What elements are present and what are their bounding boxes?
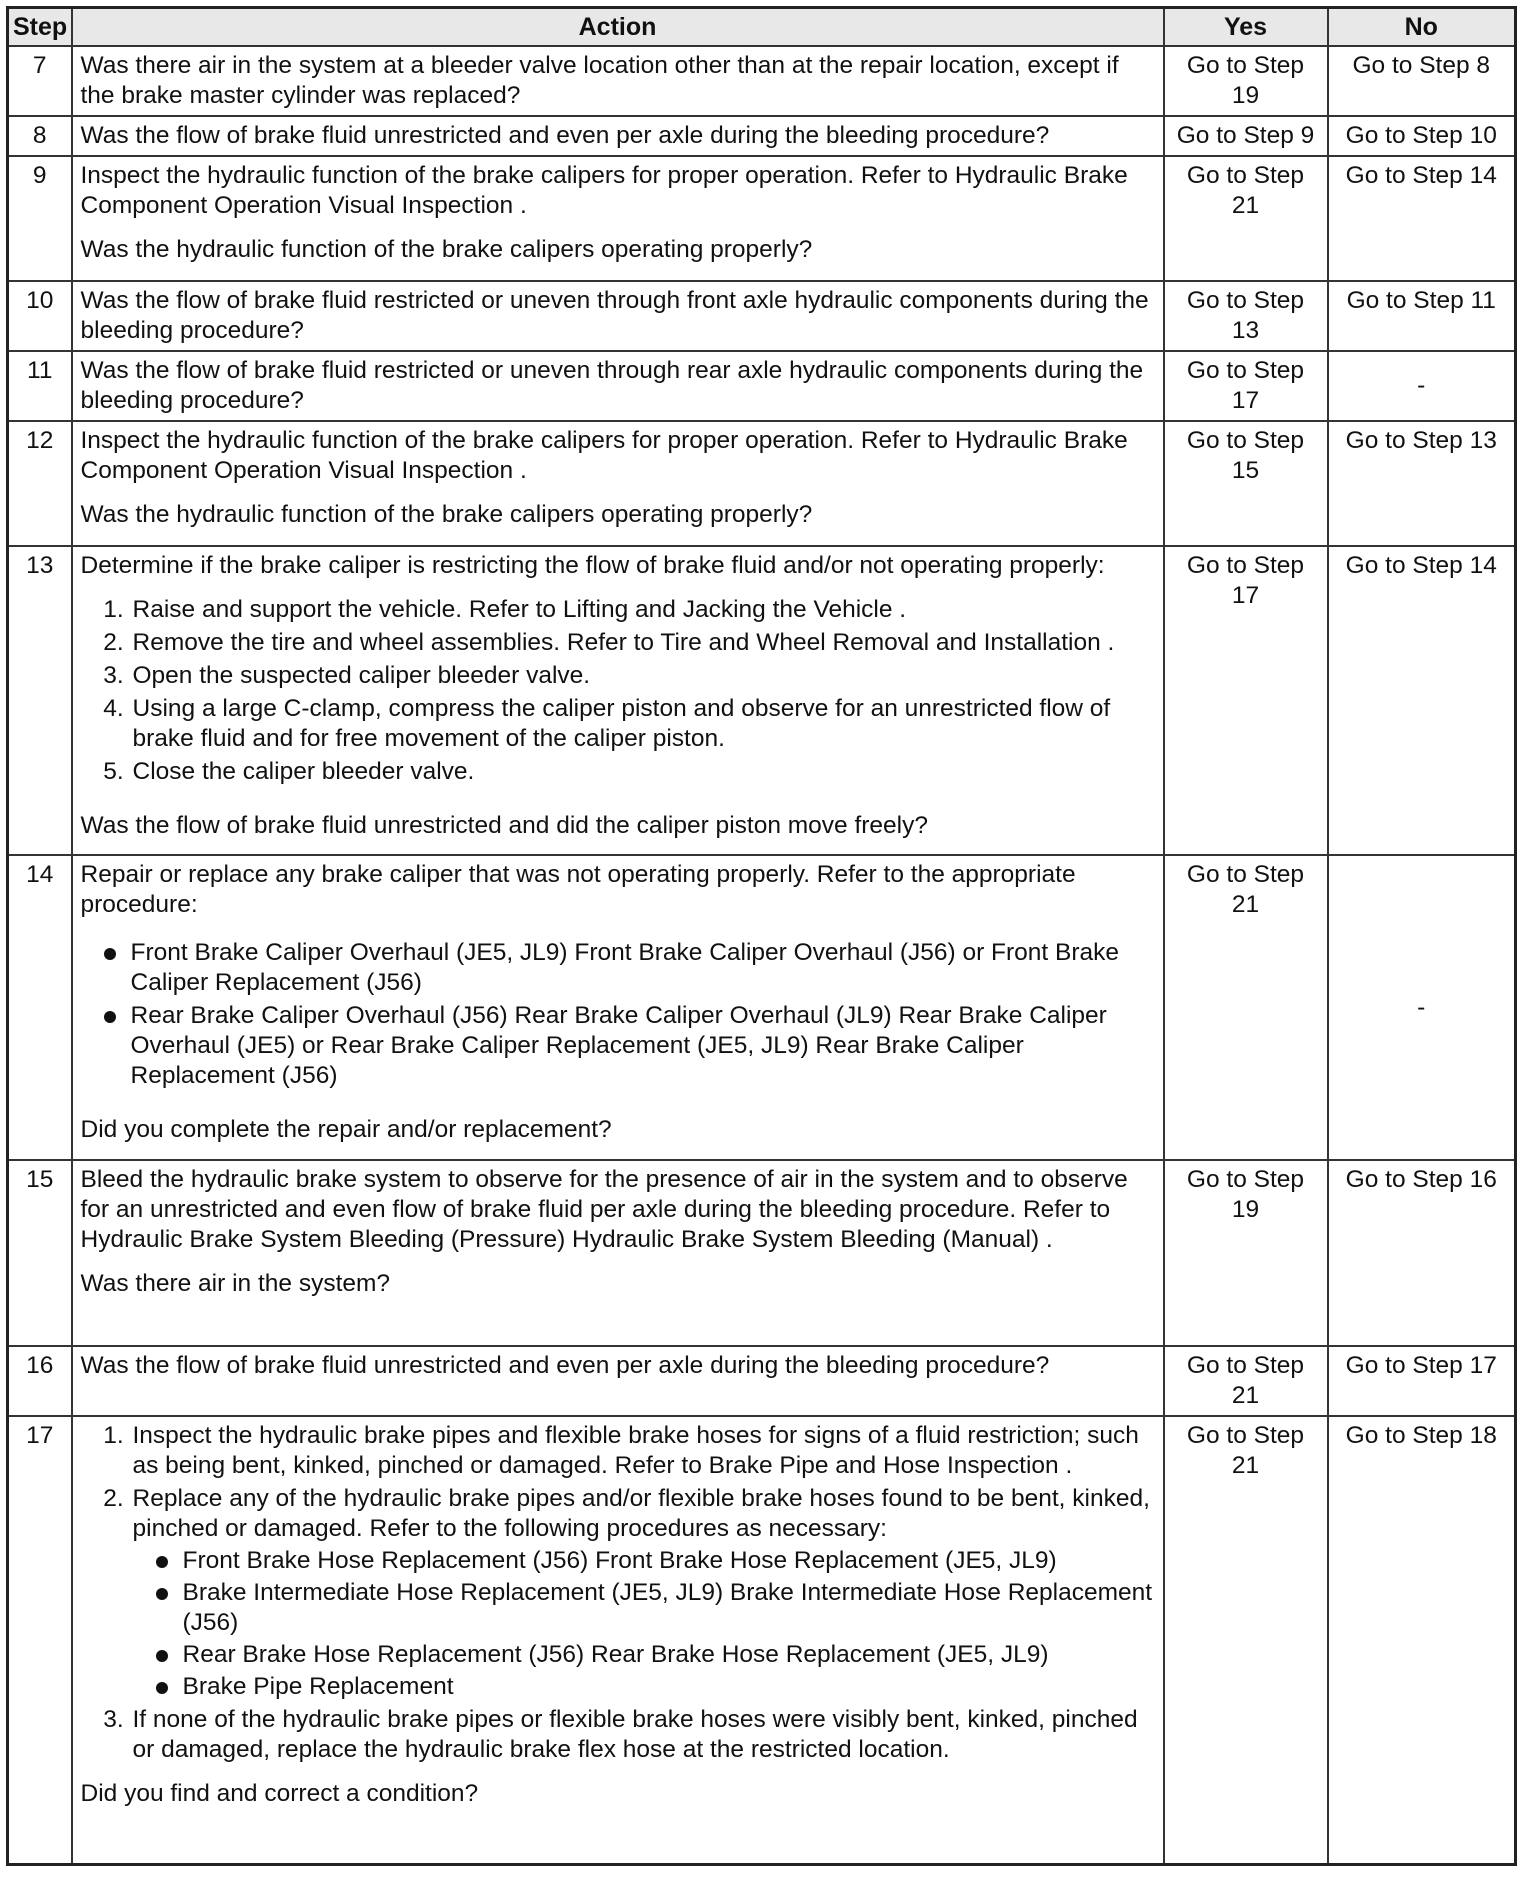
- yes-cell: Go to Step 13: [1164, 281, 1328, 351]
- sub-list-item: Brake Pipe Replacement: [183, 1672, 1155, 1702]
- instruction-text: Determine if the brake caliper is restricting the flow of brake fluid and/or not operating properly:: [80, 552, 1105, 579]
- yes-cell: Go to Step 19: [1164, 46, 1328, 116]
- yes-cell: Go to Step 21: [1164, 855, 1328, 1160]
- no-cell: Go to Step 11: [1328, 281, 1516, 351]
- list-item: 1. Inspect the hydraulic brake pipes and flexible brake hoses for signs of a fluid restriction; such as being bent, kinked, pinched or damaged. Refer to Brake Pipe and Hose Inspection .: [131, 1421, 1155, 1481]
- table-row: [8, 156, 1516, 281]
- step-number: 9: [8, 156, 72, 281]
- sub-list-item: Rear Brake Hose Replacement (J56) Rear Brake Hose Replacement (JE5, JL9): [183, 1640, 1155, 1670]
- step-number: 7: [8, 46, 72, 116]
- action-text: Was the flow of brake fluid restricted or uneven through rear axle hydraulic components during the bleeding procedure?: [72, 351, 1164, 421]
- yes-cell: Go to Step 15: [1164, 421, 1328, 546]
- no-cell: Go to Step 13: [1328, 421, 1516, 546]
- yes-cell: Go to Step 17: [1164, 351, 1328, 421]
- step-number: 13: [8, 546, 72, 855]
- yes-cell: Go to Step 21: [1164, 156, 1328, 281]
- procedure-list: [81, 1421, 1155, 1765]
- question-text: Was there air in the system?: [80, 1270, 391, 1297]
- question-text: Was the flow of brake fluid unrestricted and did the caliper piston move freely?: [80, 812, 928, 839]
- step-number: 16: [8, 1346, 72, 1416]
- no-cell: -: [1328, 855, 1516, 1160]
- list-item: 1. Raise and support the vehicle. Refer to Lifting and Jacking the Vehicle .: [131, 595, 1155, 625]
- no-cell: Go to Step 8: [1328, 46, 1516, 116]
- sub-list-item: Brake Intermediate Hose Replacement (JE5, JL9) Brake Intermediate Hose Replacement (J56): [183, 1578, 1155, 1638]
- step-number: 12: [8, 421, 72, 546]
- list-item: 5. Close the caliper bleeder valve.: [131, 757, 1155, 787]
- table-row: [8, 281, 1516, 351]
- action-cell: [72, 1160, 1164, 1346]
- list-item: [131, 1484, 1155, 1702]
- no-cell: Go to Step 14: [1328, 546, 1516, 855]
- list-item: 4. Using a large C-clamp, compress the caliper piston and observe for an unrestricted flow of brake fluid and for free movement of the caliper piston.: [131, 694, 1155, 754]
- question-text: Was the hydraulic function of the brake calipers operating properly?: [80, 236, 813, 263]
- bullet-list: [81, 938, 1155, 1091]
- table-row: [8, 116, 1516, 156]
- list-item: 3. If none of the hydraulic brake pipes or flexible brake hoses were visibly bent, kinked, pinched or damaged, replace the hydraulic brake flex hose at the restricted location.: [131, 1705, 1155, 1765]
- step-number: 15: [8, 1160, 72, 1346]
- yes-cell: Go to Step 9: [1164, 116, 1328, 156]
- no-cell: -: [1328, 351, 1516, 421]
- procedure-list: [81, 595, 1155, 787]
- no-cell: Go to Step 16: [1328, 1160, 1516, 1346]
- table-row: [8, 1160, 1516, 1346]
- instruction-text: Inspect the hydraulic function of the brake calipers for proper operation. Refer to Hydraulic Brake Component Operation Visual Inspection .: [80, 427, 1128, 484]
- step-number: 11: [8, 351, 72, 421]
- header-action: Action: [72, 8, 1164, 47]
- table-row: [8, 46, 1516, 116]
- no-cell: Go to Step 17: [1328, 1346, 1516, 1416]
- list-item: 3. Open the suspected caliper bleeder valve.: [131, 661, 1155, 691]
- instruction-text: Repair or replace any brake caliper that was not operating properly. Refer to the appropriate procedure:: [80, 861, 1076, 918]
- sub-bullet-list: [133, 1546, 1155, 1702]
- table-header-row: [8, 8, 1516, 47]
- step-number: 10: [8, 281, 72, 351]
- sub-list-item: Front Brake Hose Replacement (J56) Front Brake Hose Replacement (JE5, JL9): [183, 1546, 1155, 1576]
- instruction-text: Inspect the hydraulic function of the brake calipers for proper operation. Refer to Hydraulic Brake Component Operation Visual Inspection .: [80, 162, 1128, 219]
- header-step: Step: [8, 8, 72, 47]
- step-number: 8: [8, 116, 72, 156]
- action-text: Was there air in the system at a bleeder valve location other than at the repair location, except if the brake master cylinder was replaced?: [72, 46, 1164, 116]
- diagnostic-page: [6, 6, 1514, 1866]
- yes-cell: Go to Step 17: [1164, 546, 1328, 855]
- table-row: [8, 546, 1516, 855]
- table-row: [8, 855, 1516, 1160]
- action-text: Was the flow of brake fluid unrestricted and even per axle during the bleeding procedure?: [72, 116, 1164, 156]
- list-item-text: Replace any of the hydraulic brake pipes and/or flexible brake hoses found to be bent, kinked, pinched or damaged. Refer to the following procedures as necessary:: [132, 1485, 1150, 1542]
- list-item: Front Brake Caliper Overhaul (JE5, JL9) Front Brake Caliper Overhaul (J56) or Front Brake Caliper Replacement (J56): [131, 938, 1155, 998]
- action-cell: [72, 546, 1164, 855]
- table-row: [8, 1416, 1516, 1864]
- table-row: [8, 351, 1516, 421]
- action-cell: [72, 1416, 1164, 1864]
- list-item: 2. Remove the tire and wheel assemblies. Refer to Tire and Wheel Removal and Installation .: [131, 628, 1155, 658]
- action-cell: [72, 156, 1164, 281]
- header-yes: Yes: [1164, 8, 1328, 47]
- question-text: Did you find and correct a condition?: [80, 1780, 479, 1807]
- table-row: [8, 1346, 1516, 1416]
- step-number: 14: [8, 855, 72, 1160]
- no-cell: Go to Step 14: [1328, 156, 1516, 281]
- question-text: Was the hydraulic function of the brake calipers operating properly?: [80, 501, 813, 528]
- table-row: [8, 421, 1516, 546]
- instruction-text: Bleed the hydraulic brake system to observe for the presence of air in the system and to observe for an unrestricted and even flow of brake fluid per axle during the bleeding procedure. Refer to Hydraulic Brake System Bleeding (Pressure) Hydraulic Brake System Bleeding (Manual) .: [80, 1166, 1128, 1253]
- action-cell: [72, 855, 1164, 1160]
- no-cell: Go to Step 10: [1328, 116, 1516, 156]
- action-cell: [72, 421, 1164, 546]
- step-number: 17: [8, 1416, 72, 1864]
- yes-cell: Go to Step 19: [1164, 1160, 1328, 1346]
- header-no: No: [1328, 8, 1516, 47]
- yes-cell: Go to Step 21: [1164, 1346, 1328, 1416]
- diagnostic-table: [6, 6, 1517, 1866]
- yes-cell: Go to Step 21: [1164, 1416, 1328, 1864]
- action-text: Was the flow of brake fluid restricted or uneven through front axle hydraulic components during the bleeding procedure?: [72, 281, 1164, 351]
- list-item: Rear Brake Caliper Overhaul (J56) Rear Brake Caliper Overhaul (JL9) Rear Brake Caliper Overhaul (JE5) or Rear Brake Caliper Replacement (JE5, JL9) Rear Brake Caliper Replacement (J56): [131, 1001, 1155, 1091]
- question-text: Did you complete the repair and/or replacement?: [80, 1116, 612, 1143]
- no-cell: Go to Step 18: [1328, 1416, 1516, 1864]
- action-text: Was the flow of brake fluid unrestricted and even per axle during the bleeding procedure?: [72, 1346, 1164, 1416]
